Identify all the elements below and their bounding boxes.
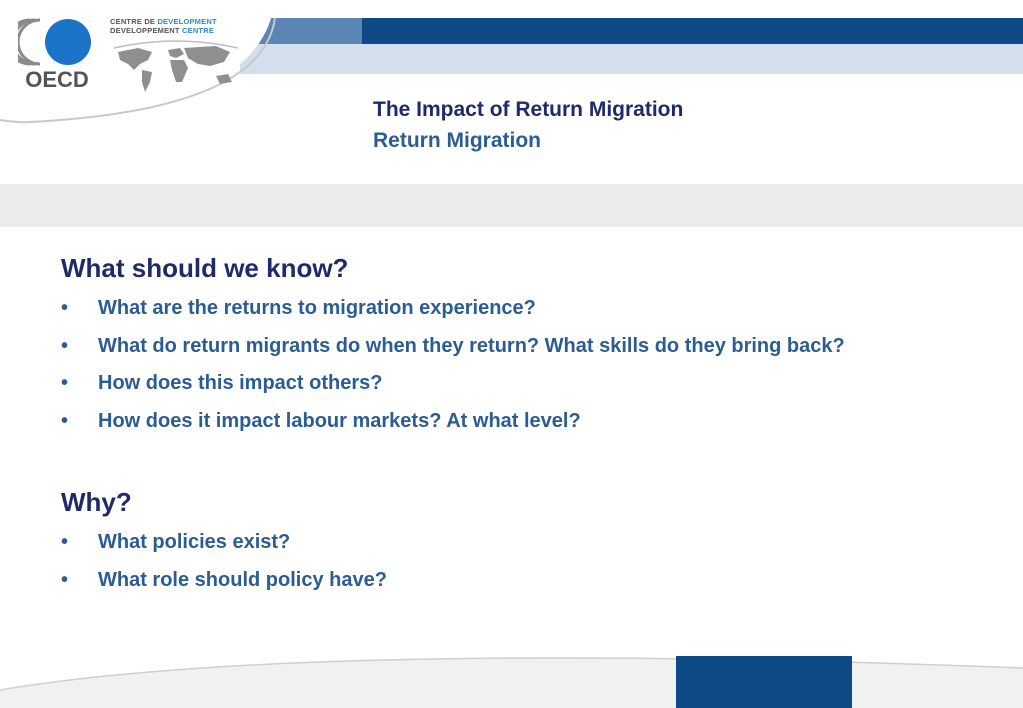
bullet-marker: • bbox=[61, 410, 69, 432]
section-heading-what-should-we-know: What should we know? bbox=[61, 253, 349, 283]
map-europe bbox=[168, 48, 184, 58]
centre-logo-fr-1: CENTRE DE bbox=[110, 17, 156, 26]
section-heading-why: Why? bbox=[61, 487, 132, 517]
bullet-text: What do return migrants do when they return? What skills do they bring back? bbox=[98, 335, 845, 357]
bullet-text: What policies exist? bbox=[98, 531, 291, 553]
bullet-marker: • bbox=[61, 531, 69, 553]
bullet-marker: • bbox=[61, 297, 69, 319]
map-arc bbox=[114, 41, 238, 48]
grey-strip bbox=[0, 184, 1023, 227]
map-north-america bbox=[118, 48, 152, 70]
slide-subtitle: Return Migration bbox=[373, 129, 541, 152]
centre-logo-line-2 bbox=[110, 26, 214, 35]
footer-curve bbox=[0, 658, 1023, 708]
oecd-logo-wordmark: OECD bbox=[25, 67, 89, 92]
bullet-text: How does it impact labour markets? At what level? bbox=[98, 410, 581, 432]
map-africa bbox=[170, 60, 188, 82]
header-band-dark bbox=[362, 18, 1023, 44]
footer-block bbox=[676, 656, 852, 708]
oecd-logo-arc-2 bbox=[18, 20, 35, 64]
centre-logo-en-1: DEVELOPMENT bbox=[157, 17, 217, 26]
bullet-text: What are the returns to migration experience? bbox=[98, 297, 536, 319]
map-asia bbox=[184, 46, 230, 66]
bullet-marker: • bbox=[61, 372, 69, 394]
bullet-marker: • bbox=[61, 569, 69, 591]
map-australia bbox=[216, 74, 232, 84]
bullet-marker: • bbox=[61, 335, 69, 357]
bullet-text: How does this impact others? bbox=[98, 372, 383, 394]
oecd-logo-circle bbox=[45, 19, 91, 65]
oecd-logo bbox=[18, 14, 96, 92]
centre-logo-en-2: CENTRE bbox=[182, 26, 215, 35]
slide-title: The Impact of Return Migration bbox=[373, 98, 684, 121]
map-south-america bbox=[142, 70, 152, 92]
world-map-graphic bbox=[112, 36, 240, 94]
centre-logo-line-1 bbox=[110, 17, 217, 26]
centre-logo-fr-2: DEVELOPPEMENT bbox=[110, 26, 180, 35]
bullet-text: What role should policy have? bbox=[98, 569, 387, 591]
